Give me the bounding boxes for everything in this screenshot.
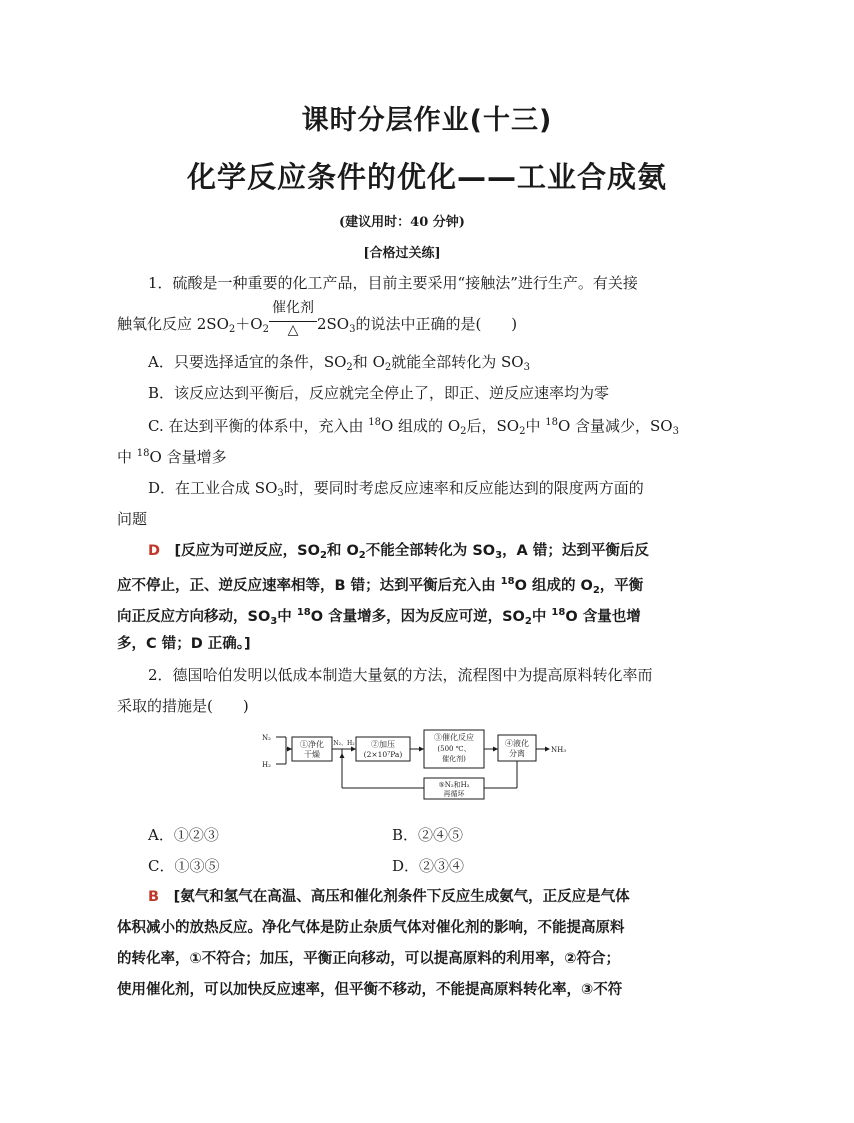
q2-answer-line-3: 的转化率，①不符合；加压，平衡正向移动，可以提高原料的利用率，②符合； <box>117 951 621 967</box>
step5-label: ⑤N₂和H₂ <box>438 781 470 789</box>
q2-option-b: B．②④⑤ <box>392 826 464 844</box>
q1-answer-line-2: 应不停止，正、逆反应速率相等，B 错；达到平衡后充入由 $^{18}$O 组成的 $O_2$，平衡 <box>117 576 644 596</box>
q2-answer-line-4: 使用催化剂，可以加快反应速率，但平衡不移动，不能提高原料转化率，③不符 <box>117 982 623 998</box>
q2-option-c: C．①③⑤ <box>148 857 220 875</box>
q2-answer-line-2: 体积减小的放热反应。净化气体是防止杂质气体对催化剂的影响，不能提高原料 <box>117 920 625 936</box>
q2-answer-line-1: B [氨气和氢气在高温、高压和催化剂条件下反应生成氨气，正反应是气体 <box>148 889 630 905</box>
q1-answer-line-1: D [反应为可逆反应，$SO_2$和 $O_2$不能全部转化为 $SO_3$，A 错；达到平衡后反 <box>148 543 649 561</box>
step4-label: ④液化 <box>505 739 529 748</box>
h2-input-label: H₂ <box>262 761 271 769</box>
q1-answer-letter: D <box>148 543 161 559</box>
n2-input-label: N₂ <box>262 734 271 742</box>
step1-label: ①净化 <box>300 740 324 749</box>
page-subtitle: 化学反应条件的优化——工业合成氨 <box>186 160 667 194</box>
q1-option-d: D．在工业合成 $SO_3$时，要同时考虑反应速率和反应能达到的限度两方面的 <box>148 479 644 499</box>
step3-label-2: (500 ℃、 <box>437 745 471 753</box>
q1-stem-line-2: 触氧化反应 $2SO_2+O_2$ 催化剂 △ $2SO_3$的说法中正确的是( ) <box>117 300 518 338</box>
q1-option-b: B．该反应达到平衡后，反应就完全停止了，即正、逆反应速率均为零 <box>148 384 610 402</box>
step2-label: ②加压 <box>371 740 395 749</box>
q2-answer-letter: B <box>148 889 160 905</box>
haber-process-flowchart <box>258 725 567 800</box>
q1-stem-line-1: 1．硫酸是一种重要的化工产品，目前主要采用“接触法”进行生产。有关接 <box>148 274 638 292</box>
reaction-condition-arrow: 催化剂 △ <box>269 313 317 331</box>
time-hint: (建议用时：40 分钟) <box>339 215 465 230</box>
q2-option-a: A．①②③ <box>148 826 219 844</box>
step3-label-3: 催化剂) <box>442 755 466 763</box>
step1-label-2: 干燥 <box>304 750 320 759</box>
step3-label: ③催化反应 <box>434 733 474 742</box>
q1-option-a: A．只要选择适宜的条件，$SO_2$和 $O_2$就能全部转化为 $SO_3$ <box>148 353 530 373</box>
q1-answer-line-4: 多，C 错；D 正确。] <box>117 636 251 652</box>
page-title: 课时分层作业(十三) <box>301 105 553 136</box>
section-heading: [合格过关练] <box>363 246 441 261</box>
step4-label-2: 分离 <box>509 749 525 758</box>
q1-option-c: C. 在达到平衡的体系中，充入由 $^{18}$O 组成的 $O_2$后，$SO_2$中 $^{18}$O 含量减少，$SO_3$ <box>148 417 679 437</box>
step5-label-2: 再循环 <box>443 790 465 798</box>
mix-label: N₂、H₂ <box>333 740 355 747</box>
q2-option-d: D．②③④ <box>392 857 465 875</box>
q1-answer-line-3: 向正反应方向移动，$SO_3$中 $^{18}$O 含量增多，因为反应可逆，$SO_2$中 $^{18}$O 含量也增 <box>117 607 641 627</box>
product-label: NH₃ <box>551 746 567 754</box>
step2-label-2: (2×10⁷Pa) <box>363 750 403 759</box>
q1-option-c-cont: 中 $^{18}$O 含量增多 <box>117 448 227 466</box>
q1-option-d-cont: 问题 <box>117 510 148 528</box>
q2-stem-line-2: 采取的措施是( ) <box>117 697 249 715</box>
q2-stem-line-1: 2．德国哈伯发明以低成本制造大量氨的方法，流程图中为提高原料转化率而 <box>148 666 653 684</box>
